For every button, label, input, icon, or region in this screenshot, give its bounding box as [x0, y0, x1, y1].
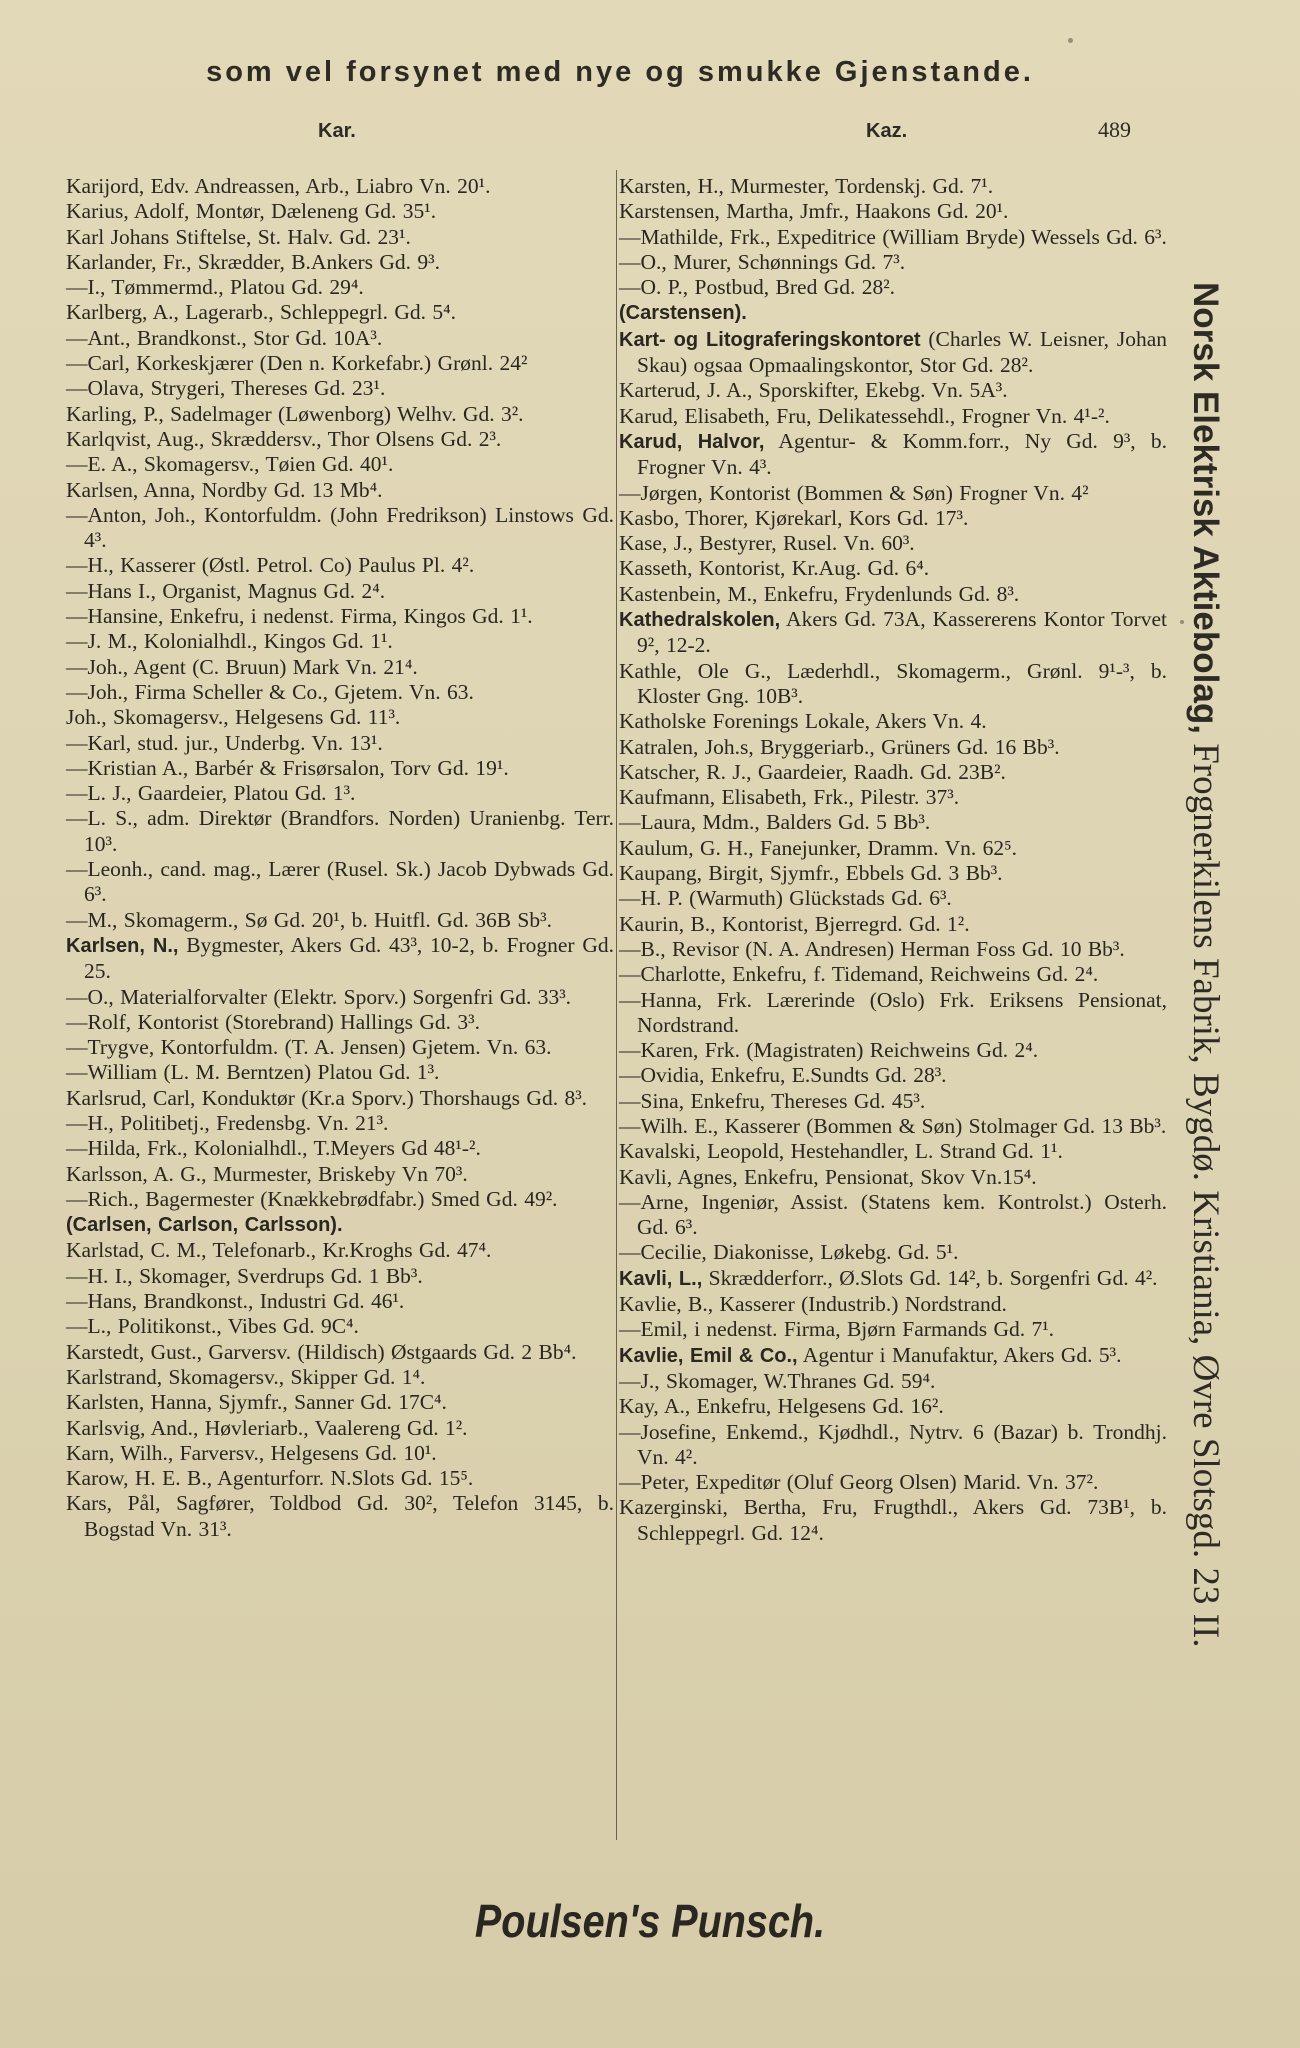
entry-details: Agent (C. Bruun) Mark Vn. 21⁴. — [128, 654, 418, 679]
entry-name: Karud, Elisabeth, — [619, 403, 770, 428]
directory-entry — [66, 1212, 614, 1238]
directory-entry — [66, 655, 614, 680]
entry-details: Politikonst., Vibes Gd. 9C⁴. — [111, 1314, 359, 1339]
entry-details: Jmfr., Haakons Gd. 20¹. — [793, 199, 1009, 224]
entry-name: —Rich., — [66, 1186, 139, 1211]
entry-name: Karlsen, Anna, — [66, 477, 196, 502]
directory-entry — [619, 1394, 1167, 1419]
directory-entry — [66, 1365, 614, 1390]
entry-name: —Joh., — [66, 679, 129, 704]
entry-name: Karling, P., — [66, 401, 164, 426]
entry-name: —O., — [66, 984, 114, 1009]
entry-name: Katscher, R. J., — [619, 759, 752, 784]
entry-name: —Charlotte, — [619, 962, 726, 987]
entry-name: —J., — [619, 1368, 660, 1393]
directory-entry — [619, 861, 1167, 886]
directory-entry — [66, 1289, 614, 1314]
entry-details: Fru, Frugthdl., Akers Gd. 73B¹, b. Schleppegrl. Gd. 12⁴. — [637, 1495, 1167, 1545]
directory-entry — [619, 1089, 1167, 1114]
directory-entry — [619, 429, 1167, 481]
entry-details: Nordby Gd. 13 Mb⁴. — [195, 477, 383, 502]
directory-entry — [66, 1086, 614, 1111]
paper-speck — [1068, 38, 1073, 43]
entry-details: Kontorist, Bjerregrd. Gd. 1². — [715, 911, 970, 936]
entry-name: —Hilda, — [66, 1136, 141, 1161]
entry-details: Skrædderforr., Ø.Slots Gd. 14², b. Sorgenfri Gd. 4². — [702, 1265, 1158, 1290]
entry-details: Skrædder, B.Ankers Gd. 9³. — [191, 249, 440, 274]
entry-name: Kazerginski, Bertha, — [619, 1495, 807, 1520]
entry-details: Brandkonst., Industri Gd. 46¹. — [137, 1289, 405, 1314]
directory-entry — [619, 327, 1167, 379]
entry-details: Expeditør (Oluf Georg Olsen) Marid. Vn. 37². — [689, 1470, 1099, 1495]
entry-details: Konduktør (Kr.a Sporv.) Thorshaugs Gd. 8³. — [195, 1085, 588, 1110]
directory-entry — [66, 503, 614, 554]
side-advert-company: Norsk Elektrisk Aktiebolag, — [1186, 282, 1225, 734]
entry-details: Akers Vn. 4. — [870, 709, 987, 734]
entry-name: Karlsson, A. G., — [66, 1161, 207, 1186]
entry-name: Kart- og Litograferingskontoret — [619, 328, 921, 351]
entry-details: Gaardeier, Raadh. Gd. 23B². — [751, 759, 1006, 784]
entry-details: Skomagerm., Sø Gd. 20¹, b. Huitfl. Gd. 36B Sb³. — [117, 907, 552, 932]
entry-details: Enkefru, Helgesens Gd. 16². — [690, 1394, 944, 1419]
left-column — [66, 174, 614, 1542]
directory-entry — [66, 402, 614, 427]
entry-details: Skomagersv., Tøien Gd. 40¹. — [137, 452, 394, 477]
entry-details: Enkefru, Pensionat, Skov Vn.15⁴. — [737, 1164, 1037, 1189]
directory-entry — [619, 709, 1167, 734]
directory-entry — [66, 985, 614, 1010]
entry-details: Frk. (Magistraten) Reichweins Gd. 2⁴. — [698, 1038, 1039, 1063]
directory-entry — [619, 556, 1167, 581]
directory-entry — [66, 275, 614, 300]
entry-name: —L. S., — [66, 806, 138, 831]
entry-name: Karlsten, Hanna, — [66, 1390, 213, 1415]
entry-name: —O., — [619, 249, 667, 274]
entry-name: —L., — [66, 1314, 112, 1339]
entry-name: Kathle, Ole G., — [619, 658, 772, 683]
directory-entry — [66, 1340, 614, 1365]
directory-entry — [66, 629, 614, 654]
directory-entry — [66, 250, 614, 275]
entry-name: Karlsvig, And., — [66, 1415, 199, 1440]
column-divider — [616, 170, 617, 1840]
entry-name: Kavli, L., — [619, 1267, 703, 1290]
directory-entry — [66, 1416, 614, 1441]
entry-details: Bestyrer, Rusel. Vn. 60³. — [692, 531, 915, 556]
entry-name: —J. M., — [66, 629, 138, 654]
directory-entry — [66, 1238, 614, 1263]
entry-name: —H. I., — [66, 1263, 133, 1288]
entry-name: —E. A., — [66, 452, 138, 477]
footer-advert: Poulsen's Punsch. — [474, 1895, 826, 1947]
directory-entry — [66, 1187, 614, 1212]
directory-entry — [66, 579, 614, 604]
entry-name: Karlberg, A., — [66, 300, 179, 325]
entry-name: Karlqvist, Aug., — [66, 426, 205, 451]
directory-entry — [66, 806, 614, 857]
entry-name: Kathedralskolen, — [619, 609, 781, 632]
entry-details: Frk., Kolonialhdl., T.Meyers Gd 48¹-². — [140, 1136, 481, 1161]
entry-details: Kontorfuldm. (John Fredrikson) Linstows Gd. 4³. — [84, 502, 614, 553]
directory-entry — [619, 225, 1167, 250]
entry-details: Brandkonst., Stor Gd. 10A³. — [130, 325, 383, 350]
entry-details: Kasserer (Østl. Petrol. Co) Paulus Pl. 4². — [113, 553, 475, 578]
entry-name: (Carstensen). — [619, 302, 747, 325]
entry-name: —Anton, Joh., — [66, 502, 196, 527]
entry-details: Skomagersv., Skipper Gd. 1⁴. — [162, 1364, 426, 1389]
directory-entry — [66, 553, 614, 578]
directory-entry — [619, 378, 1167, 403]
entry-details: Strygeri, Thereses Gd. 23¹. — [144, 376, 386, 401]
entry-name: —Hans, — [66, 1289, 138, 1314]
entry-details: Enkefru, E.Sundts Gd. 28³. — [704, 1063, 947, 1088]
entry-details: (L. M. Berntzen) Platou Gd. 1³. — [157, 1060, 440, 1085]
entry-details: Skomager, W.Thranes Gd. 59⁴. — [659, 1368, 936, 1393]
entry-details: Enkemd., Kjødhdl., Nytrv. 6 (Bazar) b. Trondhj. Vn. 4². — [637, 1419, 1167, 1469]
entry-name: —William — [66, 1060, 158, 1085]
entry-name: Kavalski, Leopold, — [619, 1139, 785, 1164]
entry-details: Korkeskjærer (Den n. Korkefabr.) Grønl. 24² — [129, 351, 528, 376]
entry-name: Karlstrand, — [66, 1364, 163, 1389]
directory-entry — [619, 582, 1167, 607]
entry-name: —H., — [66, 553, 114, 578]
entry-details: Materialforvalter (Elektr. Sporv.) Sorgenfri Gd. 33³. — [113, 984, 572, 1009]
entry-details: Enkefru, Frydenlunds Gd. 8³. — [757, 581, 1020, 606]
entry-details: Sjymfr., Sanner Gd. 17C⁴. — [212, 1390, 447, 1415]
entry-name: —Mathilde, — [619, 224, 724, 249]
entry-name: Karius, Adolf, — [66, 199, 190, 224]
entry-details: Gaardeier, Platou Gd. 1³. — [131, 781, 356, 806]
directory-entry — [619, 836, 1167, 861]
entry-name: —Hanna, — [619, 987, 702, 1012]
entry-name: Kasbo, Thorer, — [619, 505, 749, 530]
entry-name: —B., — [619, 936, 666, 961]
entry-name: Karstedt, Gust., — [66, 1339, 202, 1364]
directory-entry — [619, 912, 1167, 937]
entry-details: Kontorist (Bommen & Søn) Frogner Vn. 4² — [702, 480, 1089, 505]
entry-details: Læderhdl., Skomagerm., Grønl. 9¹-³, b. Kloster Gng. 10B³. — [637, 658, 1167, 708]
directory-entry — [66, 376, 614, 401]
entry-name: Karn, Wilh., — [66, 1440, 174, 1465]
entry-details: Hestehandler, L. Strand Gd. 1¹. — [784, 1139, 1063, 1164]
entry-details: Postbud, Bred Gd. 28². — [688, 275, 896, 300]
entry-details: Høvleriarb., Vaalereng Gd. 1². — [198, 1415, 468, 1440]
entry-details: Agentur- & Komm.forr., Ny Gd. 9³, b. Frogner Vn. 4³. — [637, 428, 1167, 480]
entry-details: St. Halv. Gd. 23¹. — [251, 224, 411, 249]
directory-entry — [619, 1038, 1167, 1063]
entry-details: (Charles W. Leisner, Johan Skau) ogsaa Opmaalingskontor, Stor Gd. 28². — [637, 326, 1167, 378]
directory-entry — [66, 1466, 614, 1491]
entry-details: Firma Scheller & Co., Gjetem. Vn. 63. — [128, 679, 474, 704]
entry-details: Enkefru, f. Tidemand, Reichweins Gd. 2⁴. — [725, 962, 1099, 987]
directory-entry — [619, 937, 1167, 962]
directory-entry — [66, 1111, 614, 1136]
entry-name: Kase, J., — [619, 531, 693, 556]
directory-entry — [66, 731, 614, 756]
entry-name: —Jørgen, — [619, 480, 703, 505]
entry-name: Karow, H. E. B., — [66, 1466, 213, 1491]
directory-entry — [619, 300, 1167, 326]
entry-name: Karstensen, Martha, — [619, 199, 794, 224]
directory-entry — [66, 781, 614, 806]
entry-name: Karsten, H., — [619, 174, 724, 198]
directory-entry — [66, 1010, 614, 1035]
directory-entry — [619, 659, 1167, 710]
directory-entry — [66, 174, 614, 199]
directory-entry — [619, 1317, 1167, 1342]
directory-entry — [66, 933, 614, 985]
directory-entry — [619, 962, 1167, 987]
entry-details: Revisor (N. A. Andresen) Herman Foss Gd. 10 Bb³. — [665, 936, 1125, 961]
directory-entry — [619, 1292, 1167, 1317]
directory-entry — [619, 1240, 1167, 1265]
entry-name: —Cecilie, — [619, 1240, 707, 1265]
entry-details: Kontorfuldm. (T. A. Jensen) Gjetem. Vn. 63. — [154, 1035, 552, 1060]
entry-name: —M., — [66, 907, 118, 932]
entry-name: —Hansine, — [66, 604, 164, 629]
side-advert-text — [1178, 282, 1232, 1648]
entry-details: i nedenst. Firma, Bjørn Farmands Gd. 7¹. — [687, 1317, 1055, 1342]
entry-name: Kavlie, Emil & Co., — [619, 1344, 798, 1367]
side-advert — [1178, 282, 1232, 1942]
entry-details: Murmester, Briskeby Vn 70³. — [206, 1161, 468, 1186]
entry-name: —Kristian A., — [66, 755, 189, 780]
entry-details: (Warmuth) Glückstads Gd. 6³. — [682, 886, 952, 911]
entry-name: Karterud, J. A., — [619, 378, 753, 403]
entry-details: Fru, Delikatessehdl., Frogner Vn. 4¹-². — [769, 403, 1110, 428]
directory-entry — [66, 1314, 614, 1339]
entry-details: Lagerarb., Schleppegrl. Gd. 5⁴. — [178, 300, 457, 325]
entry-name: Kaupang, Birgit, — [619, 861, 764, 886]
directory-entry — [619, 1114, 1167, 1139]
entry-name: —Leonh., — [66, 857, 154, 882]
entry-name: —Karen, — [619, 1038, 699, 1063]
directory-entry — [66, 857, 614, 908]
entry-name: —H., — [66, 1110, 114, 1135]
directory-entry — [619, 607, 1167, 659]
directory-entry — [66, 1441, 614, 1466]
directory-entry — [619, 1369, 1167, 1394]
entry-details: adm. Direktør (Brandfors. Norden) Uranienbg. Terr. 10³. — [84, 806, 615, 856]
entry-name: —Olava, — [66, 376, 145, 401]
entry-details: Sagfører, Toldbod Gd. 30², Telefon 3145, b. Bogstad Vn. 31³. — [84, 1491, 615, 1541]
entry-details: Barbér & Frisørsalon, Torv Gd. 19¹. — [188, 755, 509, 780]
directory-entry — [619, 988, 1167, 1039]
directory-entry — [66, 326, 614, 351]
directory-entry — [619, 735, 1167, 760]
entry-details: Agentur i Manufaktur, Akers Gd. 5³. — [797, 1342, 1122, 1367]
entry-details: Organist, Magnus Gd. 2⁴. — [155, 578, 386, 603]
entry-details: Bryggeriarb., Grüners Gd. 16 Bb³. — [753, 734, 1060, 759]
entry-details: Skomagersv., Helgesens Gd. 11³. — [106, 705, 401, 730]
entry-details: Sadelmager (Løwenborg) Welhv. Gd. 3². — [163, 401, 524, 426]
entry-details: Politibetj., Fredensbg. Vn. 21³. — [113, 1110, 389, 1135]
directory-entry — [66, 300, 614, 325]
entry-details: Sporskifter, Ekebg. Vn. 5A³. — [752, 378, 1008, 403]
entry-name: —Hans I., — [66, 578, 156, 603]
directory-entry — [619, 1190, 1167, 1241]
entry-name: Kaulum, G. H., — [619, 835, 754, 860]
directory-entry — [66, 1035, 614, 1060]
entry-details: Enkefru, Thereses Gd. 45³. — [684, 1088, 926, 1113]
entry-details: Kolonialhdl., Kingos Gd. 1¹. — [137, 629, 393, 654]
directory-entry — [619, 1420, 1167, 1471]
directory-entry — [619, 506, 1167, 531]
entry-details: Agenturforr. N.Slots Gd. 15⁵. — [212, 1466, 474, 1491]
right-column — [619, 174, 1167, 1546]
entry-name: Kaufmann, Elisabeth, — [619, 785, 807, 810]
directory-entry — [66, 604, 614, 629]
entry-name: —O. P., — [619, 275, 689, 300]
entry-details: Kasserer (Industrib.) Nordstrand. — [713, 1292, 1007, 1317]
directory-entry — [66, 1162, 614, 1187]
entry-name: —Peter, — [619, 1470, 690, 1495]
directory-entry — [619, 1495, 1167, 1546]
directory-entry — [66, 1060, 614, 1085]
entry-details: Tømmermd., Platou Gd. 29⁴. — [105, 275, 364, 300]
paper-speck — [1180, 620, 1184, 624]
entry-details: Sjymfr., Ebbels Gd. 3 Bb³. — [763, 861, 1003, 886]
directory-entry — [66, 908, 614, 933]
entry-name: —Emil, — [619, 1317, 688, 1342]
entry-name: —Laura, — [619, 810, 697, 835]
left-column-label: Kar. — [318, 120, 356, 142]
entry-name: —Karl, — [66, 730, 132, 755]
entry-details: Enkefru, i nedenst. Firma, Kingos Gd. 1¹. — [163, 604, 533, 629]
directory-entry — [66, 225, 614, 250]
entry-name: —Ovidia, — [619, 1063, 705, 1088]
directory-entry — [66, 427, 614, 452]
entry-name: Joh., — [66, 705, 107, 730]
entry-details: Frk., Expeditrice (William Bryde) Wessels Gd. 6³. — [723, 224, 1167, 249]
entry-name: Katralen, Joh.s, — [619, 734, 754, 759]
entry-details: Farversv., Helgesens Gd. 10¹. — [173, 1440, 437, 1465]
entry-name: —Rolf, — [66, 1009, 132, 1034]
directory-entry — [619, 481, 1167, 506]
entry-name: Karlsen, N., — [66, 934, 179, 957]
right-column-label: Kaz. — [866, 120, 908, 142]
entry-details: Akers Gd. 73A, Kassererens Kontor Torvet 9², 12-2. — [637, 607, 1167, 658]
entry-name: —Trygve, — [66, 1035, 155, 1060]
directory-entry — [619, 810, 1167, 835]
entry-name: Karl Johans Stiftelse, — [66, 224, 252, 249]
directory-entry — [66, 452, 614, 477]
directory-entry — [619, 1343, 1167, 1369]
directory-entry — [66, 756, 614, 781]
entry-details: Garversv. (Hildisch) Østgaards Gd. 2 Bb⁴. — [201, 1339, 577, 1364]
directory-entry — [66, 1390, 614, 1415]
directory-entry — [619, 1063, 1167, 1088]
entry-name: Karlstad, C. M., — [66, 1238, 207, 1263]
entry-name: Karijord, Edv. Andreassen, — [66, 174, 301, 198]
entry-details: Kasserer (Bommen & Søn) Stolmager Gd. 13 Bb³. — [718, 1113, 1167, 1138]
entry-name: Karud, Halvor, — [619, 430, 765, 453]
entry-details: cand. mag., Lærer (Rusel. Sk.) Jacob Dybwads Gd. 6³. — [84, 857, 614, 907]
entry-name: —Ant., — [66, 325, 131, 350]
directory-entry — [619, 531, 1167, 556]
directory-entry — [619, 1165, 1167, 1190]
entry-name: Kastenbein, M., — [619, 581, 758, 606]
entry-details: Murmester, Tordenskj. Gd. 7¹. — [723, 174, 994, 198]
entry-name: Katholske Forenings Lokale, — [619, 709, 870, 734]
directory-entry — [619, 1470, 1167, 1495]
directory-entry — [619, 275, 1167, 300]
entry-name: —Joh., — [66, 654, 129, 679]
directory-entry — [619, 199, 1167, 224]
entry-name: Kaurin, B., — [619, 911, 716, 936]
entry-details: Skræddersv., Thor Olsens Gd. 2³. — [204, 426, 502, 451]
directory-entry — [66, 1491, 614, 1542]
entry-name: Kavlie, B., — [619, 1292, 714, 1317]
entry-name: Kars, Pål, — [66, 1491, 161, 1516]
entry-name: —Sina, — [619, 1088, 685, 1113]
entry-details: Diakonisse, Løkebg. Gd. 5¹. — [706, 1240, 959, 1265]
entry-details: Ingeniør, Assist. (Statens kem. Kontrolst.) Osterh. Gd. 6³. — [637, 1189, 1167, 1240]
entry-details: Skomager, Sverdrups Gd. 1 Bb³. — [132, 1263, 423, 1288]
entry-details: Bagermester (Knækkebrødfabr.) Smed Gd. 49². — [138, 1186, 558, 1211]
directory-entry — [66, 351, 614, 376]
directory-entry — [66, 1264, 614, 1289]
entry-details: stud. jur., Underbg. Vn. 13¹. — [131, 730, 383, 755]
directory-entry — [619, 404, 1167, 429]
entry-name: —I., — [66, 275, 106, 300]
entry-name: —Wilh. E., — [619, 1113, 719, 1138]
entry-details: Frk., Pilestr. 37³. — [806, 785, 960, 810]
entry-details: Kjørekarl, Kors Gd. 17³. — [748, 505, 969, 530]
entry-details: Murer, Schønnings Gd. 7³. — [666, 249, 906, 274]
directory-entry — [619, 760, 1167, 785]
directory-entry — [66, 199, 614, 224]
directory-entry — [619, 886, 1167, 911]
entry-name: Karlander, Fr., — [66, 249, 192, 274]
directory-entry — [619, 250, 1167, 275]
directory-entry — [66, 705, 614, 730]
entry-details: Kontorist, Kr.Aug. Gd. 6⁴. — [692, 556, 930, 581]
entry-name: —Carl, — [66, 351, 130, 376]
entry-details: Arb., Liabro Vn. 20¹. — [300, 174, 491, 198]
directory-entry — [619, 1139, 1167, 1164]
entry-name: Kasseth, — [619, 556, 693, 581]
entry-details: Frk. Lærerinde (Oslo) Frk. Eriksens Pensionat, Nordstrand. — [637, 987, 1167, 1037]
entry-details: Mdm., Balders Gd. 5 Bb³. — [696, 810, 931, 835]
directory-entry — [66, 1136, 614, 1161]
entry-name: —Josefine, — [619, 1419, 717, 1444]
entry-details: Bygmester, Akers Gd. 43³, 10-2, b. Frogner Gd. 25. — [84, 932, 614, 984]
entry-name: —H. P. — [619, 886, 683, 911]
entry-name: (Carlsen, Carlson, Carlsson). — [66, 1214, 343, 1237]
entry-details: Fanejunker, Dramm. Vn. 62⁵. — [753, 835, 1017, 860]
entry-name: —L. J., — [66, 781, 132, 806]
entry-details: Telefonarb., Kr.Kroghs Gd. 47⁴. — [206, 1238, 492, 1263]
directory-entry — [619, 1266, 1167, 1292]
directory-entry — [66, 478, 614, 503]
page-banner: som vel forsynet med nye og smukke Gjenstande. — [206, 56, 1034, 88]
entry-details: Montør, Dæleneng Gd. 35¹. — [189, 199, 437, 224]
directory-entry — [619, 174, 1167, 199]
entry-name: Karlsrud, Carl, — [66, 1085, 196, 1110]
entry-name: Kay, A., — [619, 1394, 691, 1419]
side-advert-address: Frognerkilens Fabrik, Bygdø. Kristiania, Øvre Slotsgd. 23 II. — [1185, 733, 1226, 1648]
entry-name: Kavli, Agnes, — [619, 1164, 738, 1189]
page-number: 489 — [1098, 117, 1131, 142]
directory-entry — [619, 785, 1167, 810]
entry-details: Kontorist (Storebrand) Hallings Gd. 3³. — [131, 1009, 480, 1034]
entry-name: —Arne, — [619, 1189, 689, 1214]
directory-entry — [66, 680, 614, 705]
